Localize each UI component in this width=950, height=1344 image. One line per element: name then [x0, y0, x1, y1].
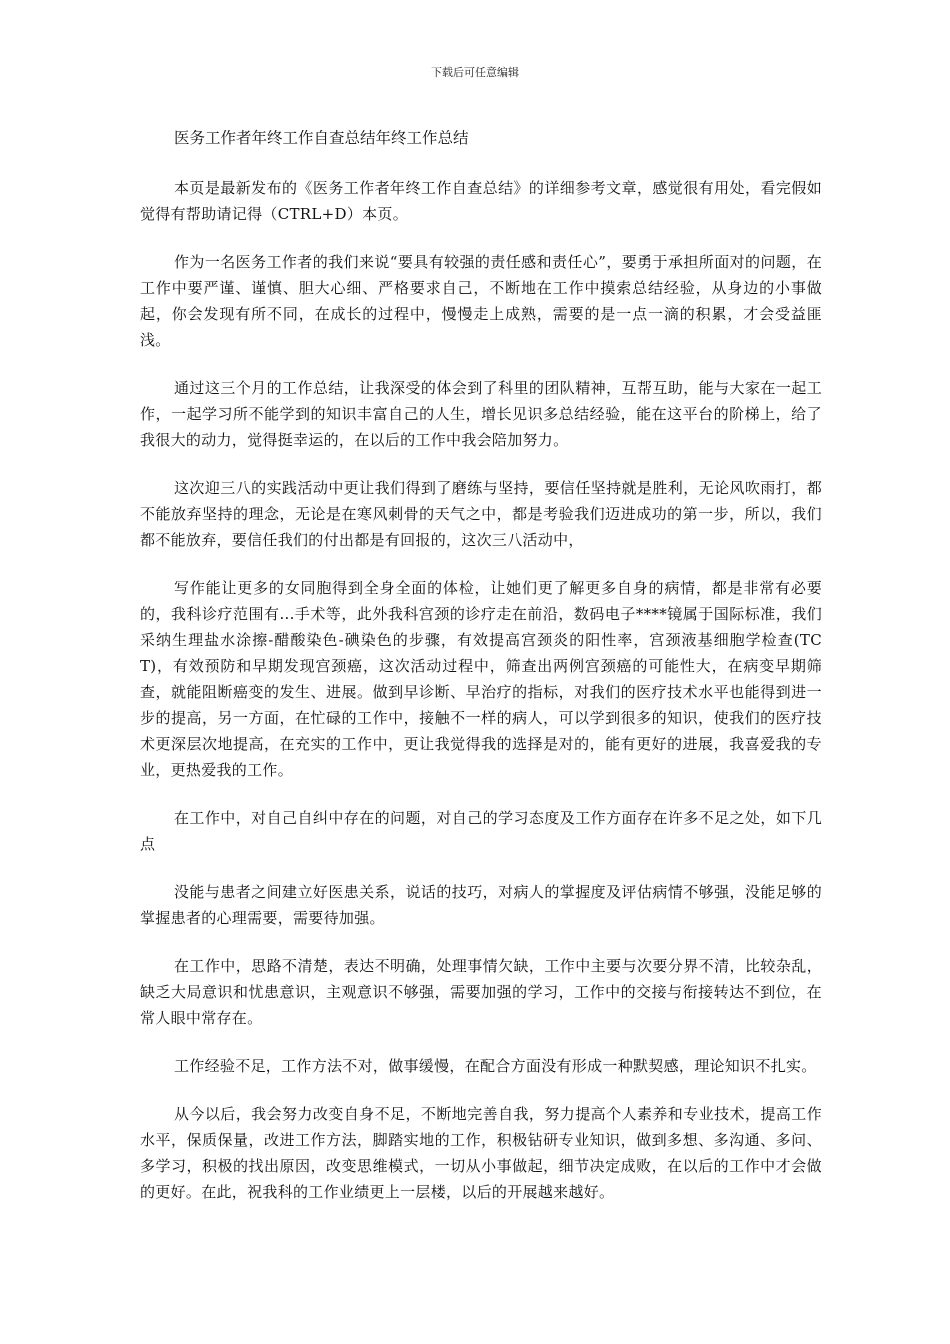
paragraph-responsibility: 作为一名医务工作者的我们来说“要具有较强的责任感和责任心”，要勇于承担所面对的问题，在工作中要严谨、谨慎、胆大心细、严格要求自己，不断地在工作中摸索总结经验，从身边的小事做起，你会发现有所不同，在成长的过程中，慢慢走上成熟，需要的是一点一滴的积累，才会受益匪浅。 — [140, 253, 822, 349]
paragraph-march-eighth-activity: 这次迎三八的实践活动中更让我们得到了磨练与坚持，要信任坚持就是胜利，无论风吹雨打，都不能放弃坚持的理念，无论是在寒风刺骨的天气之中，都是考验我们迈进成功的第一步，所以，我们都不能放弃，要信任我们的付出都是有回报的，这次三八活动中， — [140, 479, 822, 549]
paragraph-conclusion: 从今以后，我会努力改变自身不足，不断地完善自我，努力提高个人素养和专业技术，提高工作水平，保质保量，改进工作方法，脚踏实地的工作，积极钻研专业知识，做到多想、多沟通、多问、多学习，积极的找出原因，改变思维模式，一切从小事做起，细节决定成败，在以后的工作中才会做的更好。在此，祝我科的工作业绩更上一层楼，以后的开展越来越好。 — [140, 1105, 822, 1201]
paragraph-shortcoming-experience: 工作经验不足，工作方法不对，做事缓慢，在配合方面没有形成一种默契感，理论知识不扎实。 — [174, 1057, 817, 1075]
paragraph-screening: 写作能让更多的女同胞得到全身全面的体检，让她们更了解更多自身的病情，都是非常有必要的，我科诊疗范围有...手术等，此外我科宫颈的诊疗走在前沿，数码电子****镜属于国际标准，我们采纳生理盐水涂擦-醋酸染色-碘染色的步骤，有效提高宫颈炎的阳性率，宫颈液基细胞学检查(TCT)，有效预防和早期发现宫颈癌，这次活动过程中，筛查出两例宫颈癌的可能性大，在病变早期筛查，就能阻断癌变的发生、进展。做到早诊断、早治疗的指标，对我们的医疗技术水平也能得到进一步的提高，另一方面，在忙碌的工作中，接触不一样的病人，可以学到很多的知识，使我们的医疗技术更深层次地提高，在充实的工作中，更让我觉得我的选择是对的，能有更好的进展，我喜爱我的专业，更热爱我的工作。 — [140, 579, 822, 779]
paragraph-intro: 本页是最新发布的《医务工作者年终工作自查总结》的详细参考文章，感觉很有用处，看完假如觉得有帮助请记得（CTRL+D）本页。 — [140, 179, 822, 223]
paragraph-shortcomings-intro: 在工作中，对自己自纠中存在的问题，对自己的学习态度及工作方面存在许多不足之处，如下几点 — [140, 809, 822, 853]
paragraph-shortcoming-communication: 没能与患者之间建立好医患关系，说话的技巧，对病人的掌握度及评估病情不够强，没能足够的掌握患者的心理需要，需要待加强。 — [140, 883, 822, 927]
document-body — [140, 125, 822, 1227]
paragraph-shortcoming-thinking: 在工作中，思路不清楚，表达不明确，处理事情欠缺，工作中主要与次要分界不清，比较杂乱，缺乏大局意识和忧患意识，主观意识不够强，需要加强的学习，工作中的交接与衔接转达不到位，在常人眼中常存在。 — [140, 957, 822, 1027]
document-title: 医务工作者年终工作自查总结年终工作总结 — [174, 129, 469, 147]
paragraph-team-spirit: 通过这三个月的工作总结，让我深受的体会到了科里的团队精神，互帮互助，能与大家在一起工作，一起学习所不能学到的知识丰富自己的人生，增长见识多总结经验，能在这平台的阶梯上，给了我很大的动力，觉得挺幸运的，在以后的工作中我会陪加努力。 — [140, 379, 822, 449]
page-header: 下载后可任意编辑 — [431, 66, 519, 79]
